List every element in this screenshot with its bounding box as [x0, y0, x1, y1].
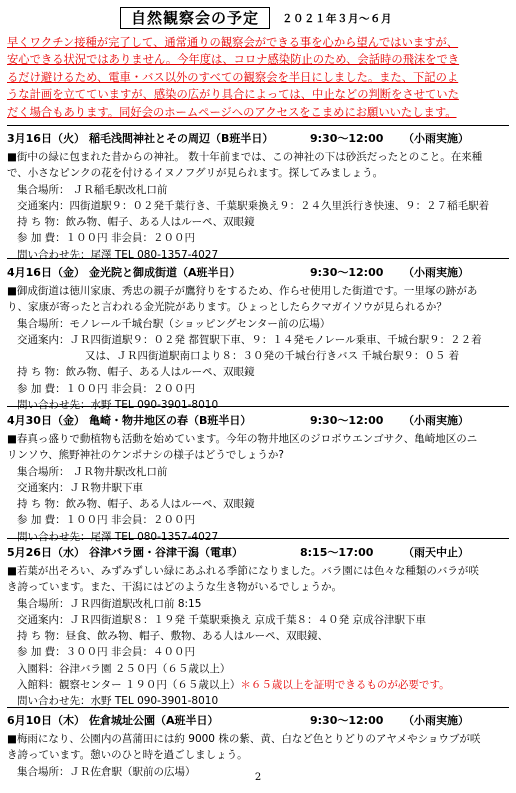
contact-info: 問い合わせ先：水野 TEL 090-3901-8010 — [17, 399, 219, 412]
meeting-place: 集合場所： ＪＲ稲毛駅改札口前 — [17, 183, 168, 196]
event-title: 谷津バラ園・谷津干潟（電車） — [89, 546, 243, 559]
description-line: リンソウ、熊野神社のケンポナシの様子はどうでしょうか? — [7, 449, 284, 462]
notice-line: だく場合もあります。同好会のホームページへのアクセスをこまめにお願いいたします。 — [7, 105, 457, 119]
event-title: 金光院と御成街道（A班半日） — [89, 266, 241, 279]
notice-line: 安心できる状況ではありません。今年度は、コロナ感染防止のため、会話時の飛沫をでき — [7, 53, 460, 67]
section-divider — [7, 258, 509, 259]
participation-fee: 参 加 費：１００円 非会員：２００円 — [17, 232, 196, 245]
items-to-bring: 持 ち 物：昼食、飲み物、帽子、敷物、ある人はルーペ、双眼鏡、 — [17, 630, 329, 643]
participation-fee: 参 加 費：１００円 非会員：２００円 — [17, 514, 196, 527]
title-bar — [120, 7, 396, 29]
event-date: 5月26日（水） — [7, 546, 85, 559]
transport-info: 交通案内：ＪＲ物井駅下車 — [17, 481, 143, 494]
transport-info: 交通案内：ＪＲ四街道駅９：０２発 都賀駅下車、９：１４発モノレール乗車、千城台駅９：２２着 — [17, 333, 482, 346]
description-line: ■春真っ盛りで動植物も活動を始めています。今年の物井地区のジロボウエンゴサク、亀崎地区のニ — [7, 433, 478, 445]
notice-line: 早くワクチン接種が完了して、通常通りの観察会ができる事を心から望んではいますが、 — [7, 36, 459, 49]
event-block — [7, 131, 509, 263]
event-time: 9:30～12:00 — [310, 132, 384, 145]
meeting-place: 集合場所：ＪＲ佐倉駅（駅前の広場） — [17, 765, 196, 778]
notice-line: うな計画を立てていますが、感染の広がり具合によっては、中止などの判断をさせていた — [7, 88, 459, 102]
page-number: 2 — [254, 772, 262, 783]
center-admission-text: 入館料：観察センター １９０円（６５歳以上） — [17, 679, 241, 692]
description-line: ■街中の緑に包まれた昔からの神社。 数十年前までは、この神社の下は砂浜だったとのこと。在来種 — [7, 151, 483, 163]
center-admission — [7, 677, 509, 693]
event-date: 3月16日（火） — [7, 132, 85, 145]
event-title: 亀崎・物井地区の春（B班半日） — [89, 414, 252, 427]
section-divider — [7, 538, 509, 539]
event-description — [7, 149, 509, 182]
contact-info: 問い合わせ先：尾澤 TEL 080-1357-4027 — [17, 530, 219, 543]
transport-info: 交通案内：四街道駅９：０２発千葉行き、千葉駅乗換え９：２４久里浜行き快速、９：２７稲毛駅着 — [17, 199, 490, 212]
event-description — [7, 731, 509, 764]
event-block — [7, 713, 509, 780]
event-description — [7, 431, 509, 464]
event-weather-note: （雨天中止） — [403, 546, 469, 559]
contact-info: 問い合わせ先：水野 TEL 090-3901-8010 — [17, 695, 219, 708]
page-title: 自然観察会の予定 — [120, 7, 270, 29]
items-to-bring: 持 ち 物：飲み物、帽子、ある人はルーペ、双眼鏡 — [17, 216, 255, 229]
contact-info: 問い合わせ先：尾澤 TEL 080-1357-4027 — [17, 248, 219, 261]
description-line: き誇っています。また、干潟にはどのような生き物がいるでしょうか。 — [7, 581, 343, 594]
event-date: 6月10日（木） — [7, 714, 85, 727]
transport-info: 交通案内：ＪＲ四街道駅８：１９発 千葉駅乗換え 京成千葉８：４０発 京成谷津駅下車 — [17, 613, 427, 626]
event-weather-note: （小雨実施） — [403, 714, 469, 727]
participation-fee: 参 加 費：３００円 非会員：４００円 — [17, 646, 196, 659]
event-heading — [7, 265, 509, 283]
items-to-bring: 持 ち 物：飲み物、帽子、ある人はルーペ、双眼鏡 — [17, 366, 255, 379]
event-heading — [7, 413, 509, 431]
notice-line: るだけ避けるため、電車・バス以外のすべての観察会を半日にしました。また、下記のよ — [7, 70, 459, 84]
event-date: 4月16日（金） — [7, 266, 85, 279]
section-divider — [7, 125, 509, 126]
schedule-period: ２０２１年３月～６月 — [282, 13, 392, 25]
event-title: 稲毛浅間神社とその周辺（B班半日） — [89, 132, 274, 145]
description-line: り、家康が寄ったと言われる金光院があります。ひょっとしたらクマガイソウが見られるか？ — [7, 301, 447, 314]
section-divider — [7, 406, 509, 407]
event-block — [7, 265, 509, 413]
participation-fee: 参 加 費：１００円 非会員：２００円 — [17, 382, 196, 395]
description-line: ■梅雨になり、公園内の菖蒲田には約 9000 株の紫、黄、白など色とりどりのアヤメやショウブが咲 — [7, 733, 481, 745]
items-to-bring: 持 ち 物：飲み物、帽子、ある人はルーペ、双眼鏡 — [17, 498, 255, 511]
description-line: き誇っています。憩いのひと時を過ごしましょう。 — [7, 749, 248, 762]
event-title: 佐倉城址公園（A班半日） — [89, 714, 219, 727]
event-description — [7, 563, 509, 596]
age-proof-note: ＊６５歳以上を証明できるものが必要です。 — [240, 679, 450, 692]
transport-info-alt: 又は、ＪＲ四街道駅南口より８：３０発の千城台行きバス 千城台駅９：０５ 着 — [85, 350, 460, 363]
covid-notice — [7, 34, 509, 121]
event-time: 9:30～12:00 — [310, 266, 384, 279]
event-block — [7, 413, 509, 545]
meeting-place: 集合場所：モノレール千城台駅（ショッピングセンター前の広場） — [17, 317, 331, 330]
event-heading — [7, 713, 509, 731]
event-time: 8:15～17:00 — [300, 546, 374, 559]
event-block — [7, 545, 509, 710]
description-line: で、小さなピンクの花を付けるイヌノフグリが見られます。探してみましょう。 — [7, 167, 384, 180]
section-divider — [7, 707, 509, 708]
event-date: 4月30日（金） — [7, 414, 85, 427]
event-time: 9:30～12:00 — [310, 714, 384, 727]
garden-admission: 入園料：谷津バラ園 ２５０円（６５歳以上） — [17, 662, 231, 675]
event-heading — [7, 131, 509, 149]
event-weather-note: （小雨実施） — [403, 266, 469, 279]
event-weather-note: （小雨実施） — [403, 132, 469, 145]
event-time: 9:30～12:00 — [310, 414, 384, 427]
meeting-place: 集合場所：ＪＲ四街道駅改札口前 8:15 — [17, 597, 202, 610]
event-description — [7, 283, 509, 316]
description-line: ■御成街道は徳川家康、秀忠の親子が鷹狩りをするため、作らせ使用した街道です。一里塚の跡があ — [7, 285, 478, 297]
description-line: ■若葉が出そろい、みずみずしい緑にあふれる季節になりました。バラ園には色々な種類のバラが咲 — [7, 565, 479, 577]
event-weather-note: （小雨実施） — [403, 414, 469, 427]
event-heading — [7, 545, 509, 563]
meeting-place: 集合場所： ＪＲ物井駅改札口前 — [17, 465, 168, 478]
